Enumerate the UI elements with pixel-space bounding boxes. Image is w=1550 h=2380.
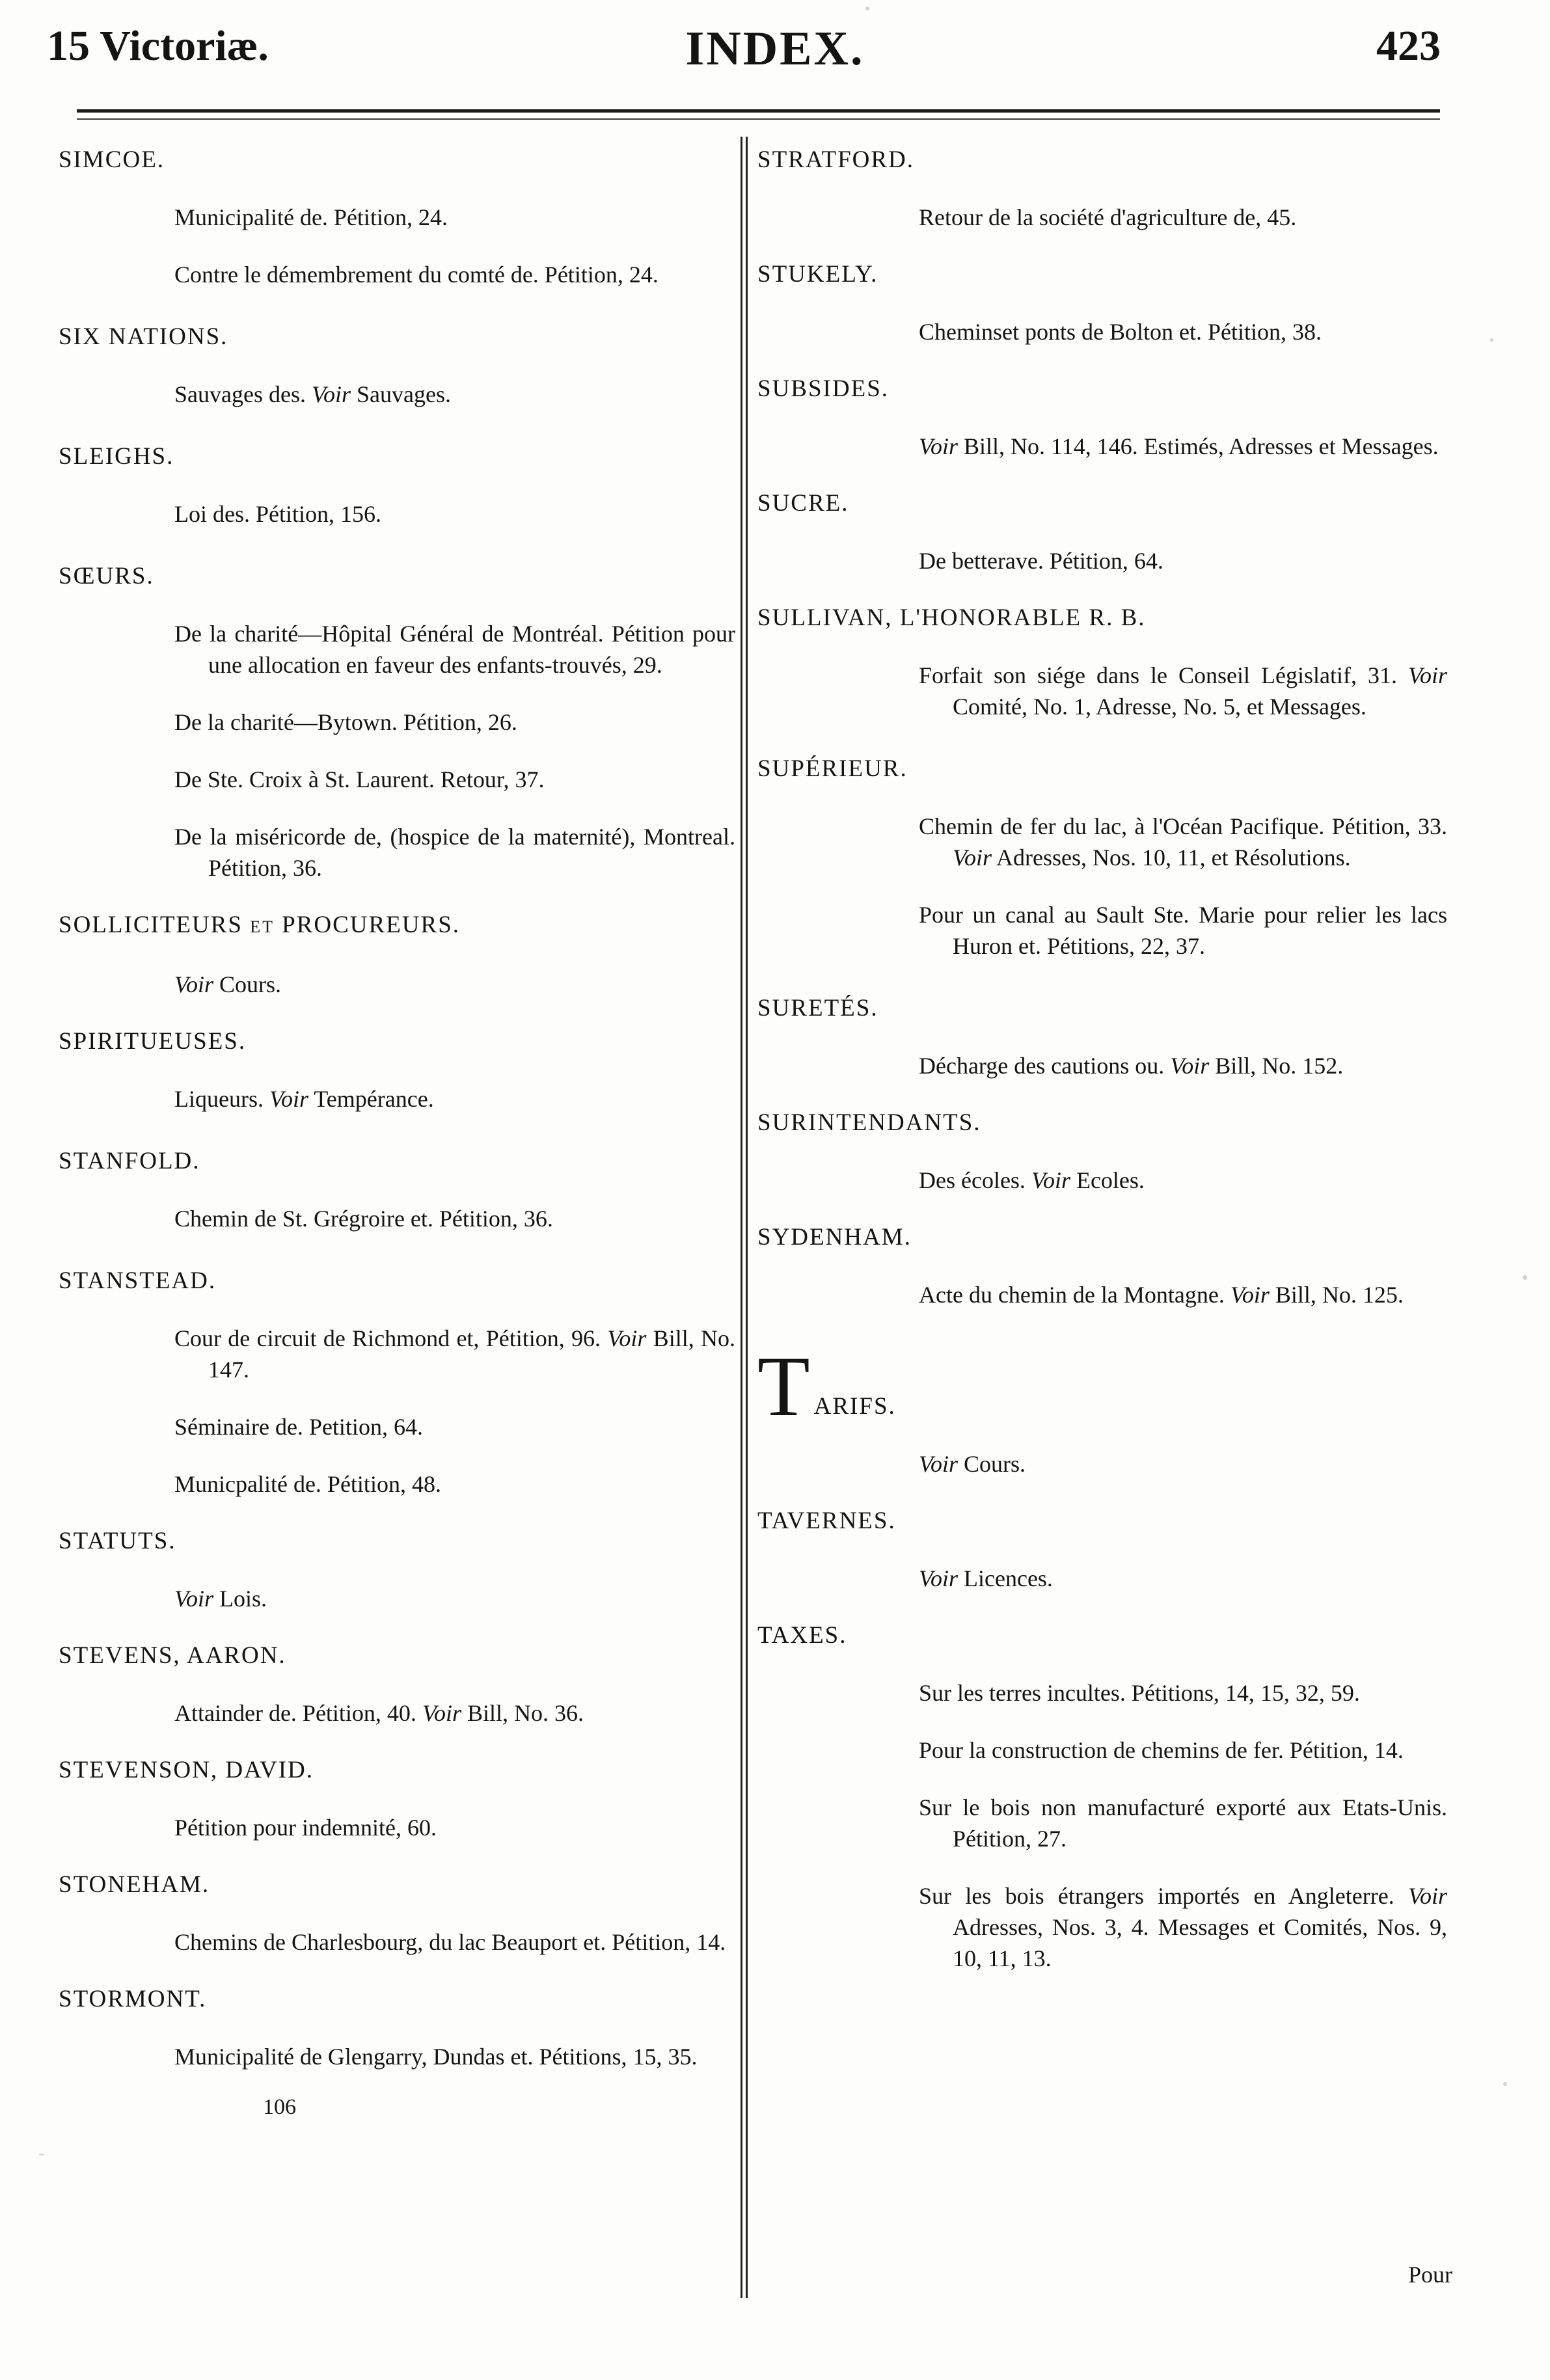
index-term: STANFOLD. — [59, 1148, 200, 1174]
column-divider — [741, 137, 742, 2298]
index-term: SURETÉS. — [757, 995, 878, 1021]
voir-reference: Voir — [919, 1565, 959, 1591]
index-entry — [757, 1880, 1447, 1974]
index-term: STEVENSON, DAVID. — [59, 1757, 314, 1783]
index-entry: De Ste. Croix à St. Laurent. Retour, 37. — [174, 766, 545, 792]
signature-number: 106 — [263, 2095, 296, 2119]
index-entry — [59, 969, 735, 1000]
entry-text: Sauvages. — [350, 381, 451, 407]
voir-reference: Voir — [174, 1586, 214, 1612]
voir-reference: Voir — [269, 1086, 308, 1112]
voir-reference: Voir — [953, 845, 992, 871]
index-term — [59, 910, 735, 943]
entry-text: Cours. — [958, 1451, 1026, 1477]
voir-reference: Voir — [1031, 1167, 1070, 1193]
index-term: STEVENS, AARON. — [59, 1642, 286, 1669]
left-column — [59, 144, 735, 2143]
index-entry: Sur le bois non manufacturé exporté aux Etats-Unis. Pétition, 27. — [919, 1794, 1447, 1852]
catchword: Pour — [1407, 2262, 1452, 2288]
voir-reference: Voir — [1230, 1282, 1270, 1308]
index-term: TAVERNES. — [757, 1508, 896, 1534]
term-text: SOLLICITEURS — [59, 912, 251, 938]
voir-reference: Voir — [1407, 662, 1447, 688]
running-head-session: 15 Victoriæ. — [47, 22, 269, 70]
index-entry: Municpalité de. Pétition, 48. — [174, 1471, 441, 1497]
entry-text: Comité, No. 1, Adresse, No. 5, et Messages. — [953, 694, 1366, 720]
index-entry — [757, 811, 1447, 873]
index-term — [757, 1338, 1447, 1434]
entry-text: Liqueurs. — [174, 1086, 269, 1112]
voir-reference: Voir — [919, 433, 959, 459]
entry-text: Adresses, Nos. 10, 11, et Résolutions. — [992, 845, 1351, 871]
index-term: SŒURS. — [59, 563, 154, 589]
page-number: 423 — [1376, 22, 1441, 70]
voir-reference: Voir — [919, 1451, 959, 1477]
index-entry: Municipalité de. Pétition, 24. — [174, 204, 448, 230]
entry-text: Bill, No. 36. — [461, 1700, 584, 1726]
scan-speck — [865, 7, 869, 10]
term-text: ET — [250, 917, 275, 936]
index-entry: De la charité—Bytown. Pétition, 26. — [174, 709, 517, 735]
index-entry — [757, 660, 1447, 722]
entry-text: Bill, No. 152. — [1209, 1053, 1344, 1079]
index-term: STRATFORD. — [757, 146, 915, 173]
index-entry — [757, 431, 1447, 462]
index-entry: Municipalité de Glengarry, Dundas et. Pétitions, 15, 35. — [174, 2044, 698, 2070]
index-term: STORMONT. — [59, 1986, 207, 2012]
index-entry — [757, 1165, 1447, 1196]
index-term: SUCRE. — [757, 490, 849, 517]
entry-text: Adresses, Nos. 3, 4. Messages et Comités, Nos. 9, 10, 11, 13. — [953, 1914, 1447, 1971]
index-entry — [757, 1563, 1447, 1594]
scan-speck — [1523, 1275, 1527, 1280]
voir-reference: Voir — [607, 1325, 647, 1351]
index-entry: Pour la construction de chemins de fer. Pétition, 14. — [919, 1737, 1404, 1763]
index-term: SULLIVAN, L'HONORABLE R. B. — [757, 604, 1146, 631]
entry-text: Des écoles. — [919, 1167, 1031, 1193]
index-term: TAXES. — [757, 1622, 847, 1649]
entry-text: Attainder de. Pétition, 40. — [174, 1700, 422, 1726]
term-text: ARIFS. — [813, 1393, 896, 1420]
index-entry — [59, 1323, 735, 1385]
index-term: SYDENHAM. — [757, 1224, 912, 1251]
index-entry: Chemins de Charlesbourg, du lac Beauport et. Pétition, 14. — [174, 1929, 726, 1955]
entry-text: Bill, No. 147. — [208, 1325, 736, 1383]
index-entry — [59, 379, 735, 410]
drop-cap: T — [757, 1338, 811, 1434]
entry-text: Sauvages des. — [174, 381, 312, 407]
entry-text: Licences. — [958, 1565, 1053, 1591]
index-entry: Pétition pour indemnité, 60. — [174, 1815, 437, 1841]
index-term: SPIRITUEUSES. — [59, 1028, 247, 1055]
entry-text: Bill, No. 125. — [1269, 1282, 1404, 1308]
entry-text: Décharge des cautions ou. — [919, 1053, 1171, 1079]
entry-text: Cour de circuit de Richmond et, Pétition, 96. — [174, 1325, 608, 1351]
entry-text: Acte du chemin de la Montagne. — [919, 1282, 1230, 1308]
index-entry: Pour un canal au Sault Ste. Marie pour relier les lacs Huron et. Pétitions, 22, 37. — [919, 902, 1447, 959]
voir-reference: Voir — [422, 1700, 461, 1726]
voir-reference: Voir — [174, 971, 214, 997]
index-entry: De betterave. Pétition, 64. — [919, 548, 1163, 574]
index-term: STANSTEAD. — [59, 1267, 217, 1294]
header-rule-thin — [77, 118, 1440, 120]
index-entry: Chemin de St. Grégroire et. Pétition, 36. — [174, 1206, 553, 1232]
running-head-title: INDEX. — [685, 22, 865, 75]
index-entry: Séminaire de. Petition, 64. — [174, 1414, 423, 1440]
index-term: SURINTENDANTS. — [757, 1109, 981, 1136]
entry-text: Lois. — [213, 1586, 267, 1612]
voir-reference: Voir — [1170, 1053, 1210, 1079]
scan-speck — [1490, 338, 1493, 342]
index-entry — [59, 1583, 735, 1614]
index-entry: Retour de la société d'agriculture de, 45. — [919, 204, 1297, 230]
index-term: SUPÉRIEUR. — [757, 755, 908, 782]
entry-text: Sur les bois étrangers importés en Angleterre. — [919, 1883, 1408, 1909]
index-entry: De la charité—Hôpital Général de Montréal. Pétition pour une allocation en faveur des enfants-trouvés, 29. — [174, 621, 735, 678]
index-entry: Loi des. Pétition, 156. — [174, 501, 381, 527]
index-entry: Cheminset ponts de Bolton et. Pétition, 38. — [919, 319, 1322, 345]
index-term: SLEIGHS. — [59, 443, 174, 470]
entry-text: Cours. — [213, 971, 282, 997]
index-term: SUBSIDES. — [757, 375, 890, 402]
index-entry — [757, 1050, 1447, 1081]
entry-text: Ecoles. — [1070, 1167, 1145, 1193]
index-entry: De la miséricorde de, (hospice de la maternité), Montreal. Pétition, 36. — [174, 824, 735, 881]
voir-reference: Voir — [311, 381, 351, 407]
index-term: STUKELY. — [757, 261, 878, 288]
entry-text: Forfait son siége dans le Conseil Législatif, 31. — [919, 662, 1408, 688]
entry-text: Bill, No. 114, 146. Estimés, Adresses et Messages. — [958, 433, 1439, 459]
index-entry: Sur les terres incultes. Pétitions, 14, 15, 32, 59. — [919, 1680, 1360, 1706]
column-divider-double — [746, 137, 748, 2298]
index-entry — [59, 1083, 735, 1115]
index-entry — [757, 1448, 1447, 1480]
index-term: STONEHAM. — [59, 1871, 210, 1898]
index-entry — [59, 1697, 735, 1729]
index-term: SIMCOE. — [59, 146, 165, 173]
index-term: SIX NATIONS. — [59, 323, 228, 350]
header-rule — [77, 109, 1440, 113]
scan-speck — [1503, 2082, 1507, 2086]
term-text: PROCUREURS. — [274, 912, 461, 938]
index-entry — [757, 1279, 1447, 1310]
right-column — [757, 144, 1447, 1974]
index-entry: Contre le démembrement du comté de. Pétition, 24. — [174, 262, 659, 288]
entry-text: Chemin de fer du lac, à l'Océan Pacifique. Pétition, 33. — [919, 813, 1447, 839]
scan-speck — [39, 2154, 44, 2156]
index-term: STATUTS. — [59, 1528, 176, 1554]
voir-reference: Voir — [1407, 1883, 1447, 1909]
entry-text: Tempérance. — [308, 1086, 434, 1112]
